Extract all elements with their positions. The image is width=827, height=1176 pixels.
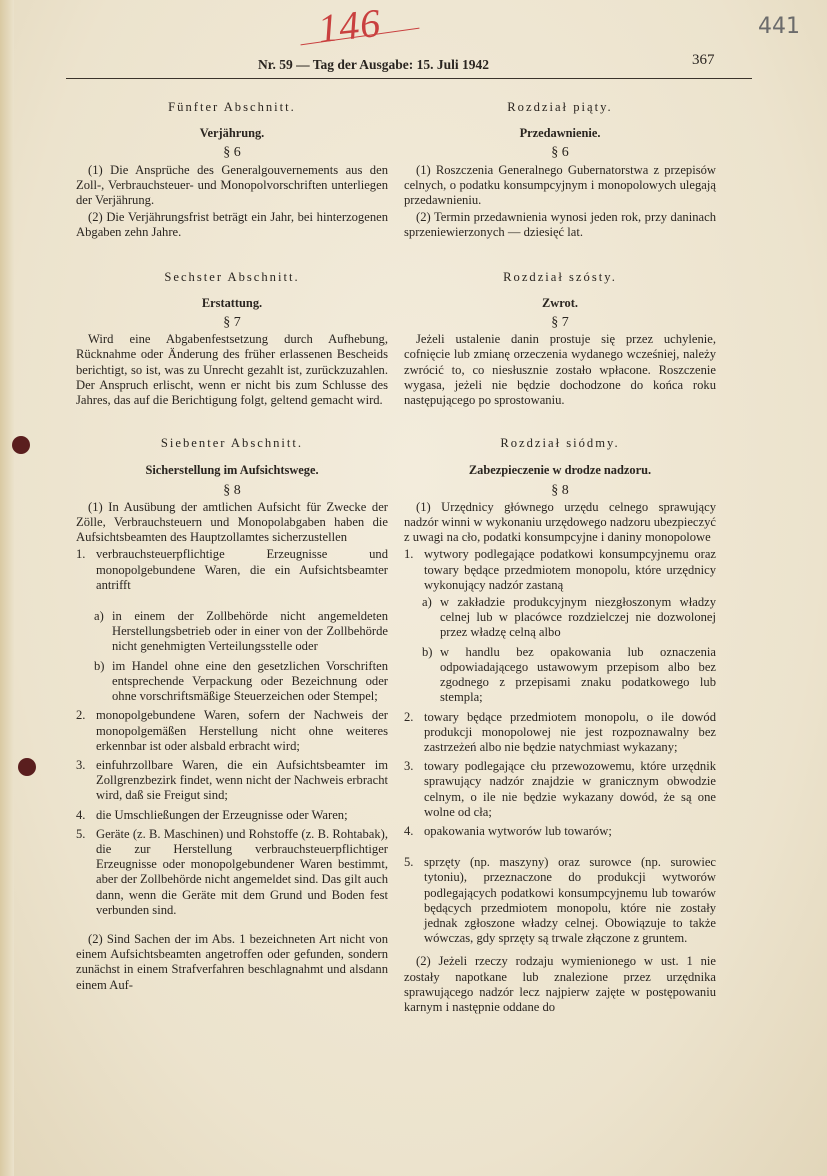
section-heading: Fünfter Abschnitt. [168, 100, 296, 114]
header-rule [66, 78, 752, 79]
section-title: Erstattung. [201, 295, 263, 310]
section-title: Zwrot. [542, 295, 578, 310]
german-column [76, 96, 388, 993]
section-title: Sicherstellung im Aufsichtswege. [145, 463, 319, 478]
section-title: Przedawnienie. [519, 126, 601, 141]
section-heading: Rozdział piąty. [507, 100, 613, 114]
paragraph-text: (2) Die Verjährungsfrist beträgt ein Jahr, bei hinterzogenen Abgaben zehn Jahre. [76, 210, 388, 240]
paragraph-text: (1) Urzędnicy głównego urzędu celnego sprawujący nadzór winni w wykonaniu urzędowego nadzoru ubezpieczyć z uwagi na cło, podatki konsumpcyjne i daniny monopolowe [404, 499, 716, 545]
section-heading: Sechster Abschnitt. [164, 269, 300, 284]
sub-list-item: a) w zakładzie produkcyjnym niezgłoszonym władzy celnej lub w placówce rozdzielczej nie dozwolonej przez władzę celną albo [422, 595, 716, 640]
pencil-archive-number: 441 [758, 14, 800, 39]
list-item: 5. sprzęty (np. maszyny) oraz surowce (np. surowiec tytoniu), przeznaczone do produkcji wytworów podlegających podatkowi konsumpcyjnemu lub towarów będących przedmiotem monopolu, które nie zostały jednak zgłoszone władzy celnej. Obowiązuje to także wówczas, gdy sprzęty są trwale złączone z gruntem. [404, 855, 716, 946]
paragraph-number: § 7 [223, 315, 241, 331]
red-page-number-annotation: 146 [315, 0, 384, 52]
sub-list-item: a) in einem der Zollbehörde nicht angemeldeten Herstellungsbetrieb oder in einer von der Zollbehörde nicht genehmigten Verteilungsstelle oder [94, 609, 388, 654]
list-item: 2. monopolgebundene Waren, sofern der Nachweis der monopolgemäßen Herstellung nicht ohne weiteres erkennbar ist oder alsbald erbracht wird; [76, 708, 388, 753]
paragraph-number: § 6 [551, 145, 569, 161]
polish-column [404, 96, 716, 1015]
section-heading: Siebenter Abschnitt. [160, 436, 304, 451]
list-item: 5. Geräte (z. B. Maschinen) und Rohstoffe (z. B. Rohtabak), die zur Herstellung verbrauchsteuerpflichtiger Erzeugnisse oder monopolgebundener Waren bestimmt, aber der Zollbehörde nicht angemeldet sind. Das gilt auch dann, wenn die Geräte mit dem Grund und Boden fest verbunden sind. [76, 826, 389, 917]
list-item: 4. opakowania wytworów lub towarów; [404, 823, 612, 838]
page-number: 367 [692, 52, 715, 68]
section-title: Verjährung. [199, 126, 265, 141]
paragraph-text: (1) Die Ansprüche des Generalgouvernements aus den Zoll-, Verbrauchsteuer- und Monopolvorschriften unterliegen der Verjährung. [76, 162, 388, 208]
list-item: 4. die Umschließungen der Erzeugnisse oder Waren; [76, 807, 348, 822]
paragraph-text: (1) In Ausübung der amtlichen Aufsicht für Zwecke der Zölle, Verbrauchsteuern und Monopolabgaben haben die Aufsichtsbeamten des Hauptzollamtes sicherzustellen [76, 499, 388, 545]
list-item: 3. towary podlegające cłu przewozowemu, które urzędnik sprawujący nadzór znajdzie w granicznym obwodzie celnym, o ile nie będzie wykazany dowód, że są one wolne od cła; [404, 759, 716, 819]
paragraph-text: Wird eine Abgabenfestsetzung durch Aufhebung, Rücknahme oder Änderung des früher erlassenen Bescheids berichtigt, so ist, was zu Unrecht gezahlt ist, zurückzuzahlen. Der Anspruch erlischt, wenn er nicht bis zum Schlusse des Jahres, das auf die Berichtigung folgt, geltend gemacht wird. [76, 332, 388, 408]
sub-list-item: b) w handlu bez opakowania lub oznaczenia odpowiadającego ustawowym przepisom albo bez zgodnego z przepisami znaku podatkowego lub stempla; [422, 644, 716, 705]
paragraph-number: § 6 [223, 145, 241, 161]
punch-hole-bottom [18, 758, 36, 776]
paragraph-text: (2) Sind Sachen der im Abs. 1 bezeichneten Art nicht von einem Aufsichtsbeamten angetroffen oder gefunden, sondern zunächst in einem Strafverfahren beschlagnahmt und alsdann einem Auf- [76, 931, 388, 992]
paragraph-text: (1) Roszczenia Generalnego Gubernatorstwa z przepisów celnych, o podatku konsumpcyjnym i monopolowych ulegają przedawnieniu. [404, 162, 716, 208]
punch-hole-top [12, 436, 30, 454]
paragraph-text: (2) Termin przedawnienia wynosi jeden rok, przy daninach sprzeniewierzonych — dziesięć lat. [404, 210, 716, 240]
paragraph-text: Jeżeli ustalenie danin prostuje się przez uchylenie, cofnięcie lub zmianę orzeczenia wydanego wcześniej, należy zwrócić to, co niesłusznie zostało wpłacone. Roszczenie wygasa, jeżeli nie będzie dochodzone do końca roku następującego po sprostowaniu. [404, 332, 716, 408]
sub-list-item: b) im Handel ohne eine den gesetzlichen Vorschriften entsprechende Verpackung oder Bezeichnung oder ohne vorschriftsmäßige Steuerzeichen oder Stempel; [94, 658, 388, 704]
section-title: Zabezpieczenie w drodze nadzoru. [468, 463, 652, 478]
paragraph-text: (2) Jeżeli rzeczy rodzaju wymienionego w ust. 1 nie zostały napotkane lub znalezione przez urzędnika sprawującego nadzór lecz najpierw zajęte w postępowaniu karnym i następnie oddane do [404, 954, 716, 1014]
list-item: 2. towary będące przedmiotem monopolu, o ile dowód produkcji monopolowej nie jest rozpoznawalny bez zastrzeżeń albo nie będzie natychmiast wykazany; [404, 709, 716, 754]
paragraph-number: § 8 [551, 482, 569, 498]
section-heading: Rozdział siódmy. [500, 436, 620, 451]
issue-header: Nr. 59 — Tag der Ausgabe: 15. Juli 1942 [258, 57, 490, 72]
list-item: 1. wytwory podlegające podatkowi konsumpcyjnemu oraz towary będące przedmiotem monopolu, które urzędnicy wykonujący nadzór zastaną [404, 547, 716, 592]
list-item: 3. einfuhrzollbare Waren, die ein Aufsichtsbeamter im Zollgrenzbezirk findet, wenn nicht der Nachweis erbracht wird, daß sie Freigut sind; [76, 757, 388, 803]
paragraph-number: § 8 [223, 482, 241, 498]
list-item: 1. verbrauchsteuerpflichtige Erzeugnisse und monopolgebundene Waren, die ein Aufsichtsbeamter antrifft [76, 547, 388, 592]
section-heading: Rozdział szósty. [503, 269, 617, 284]
paragraph-number: § 7 [551, 315, 569, 331]
page-edge [0, 0, 14, 1176]
